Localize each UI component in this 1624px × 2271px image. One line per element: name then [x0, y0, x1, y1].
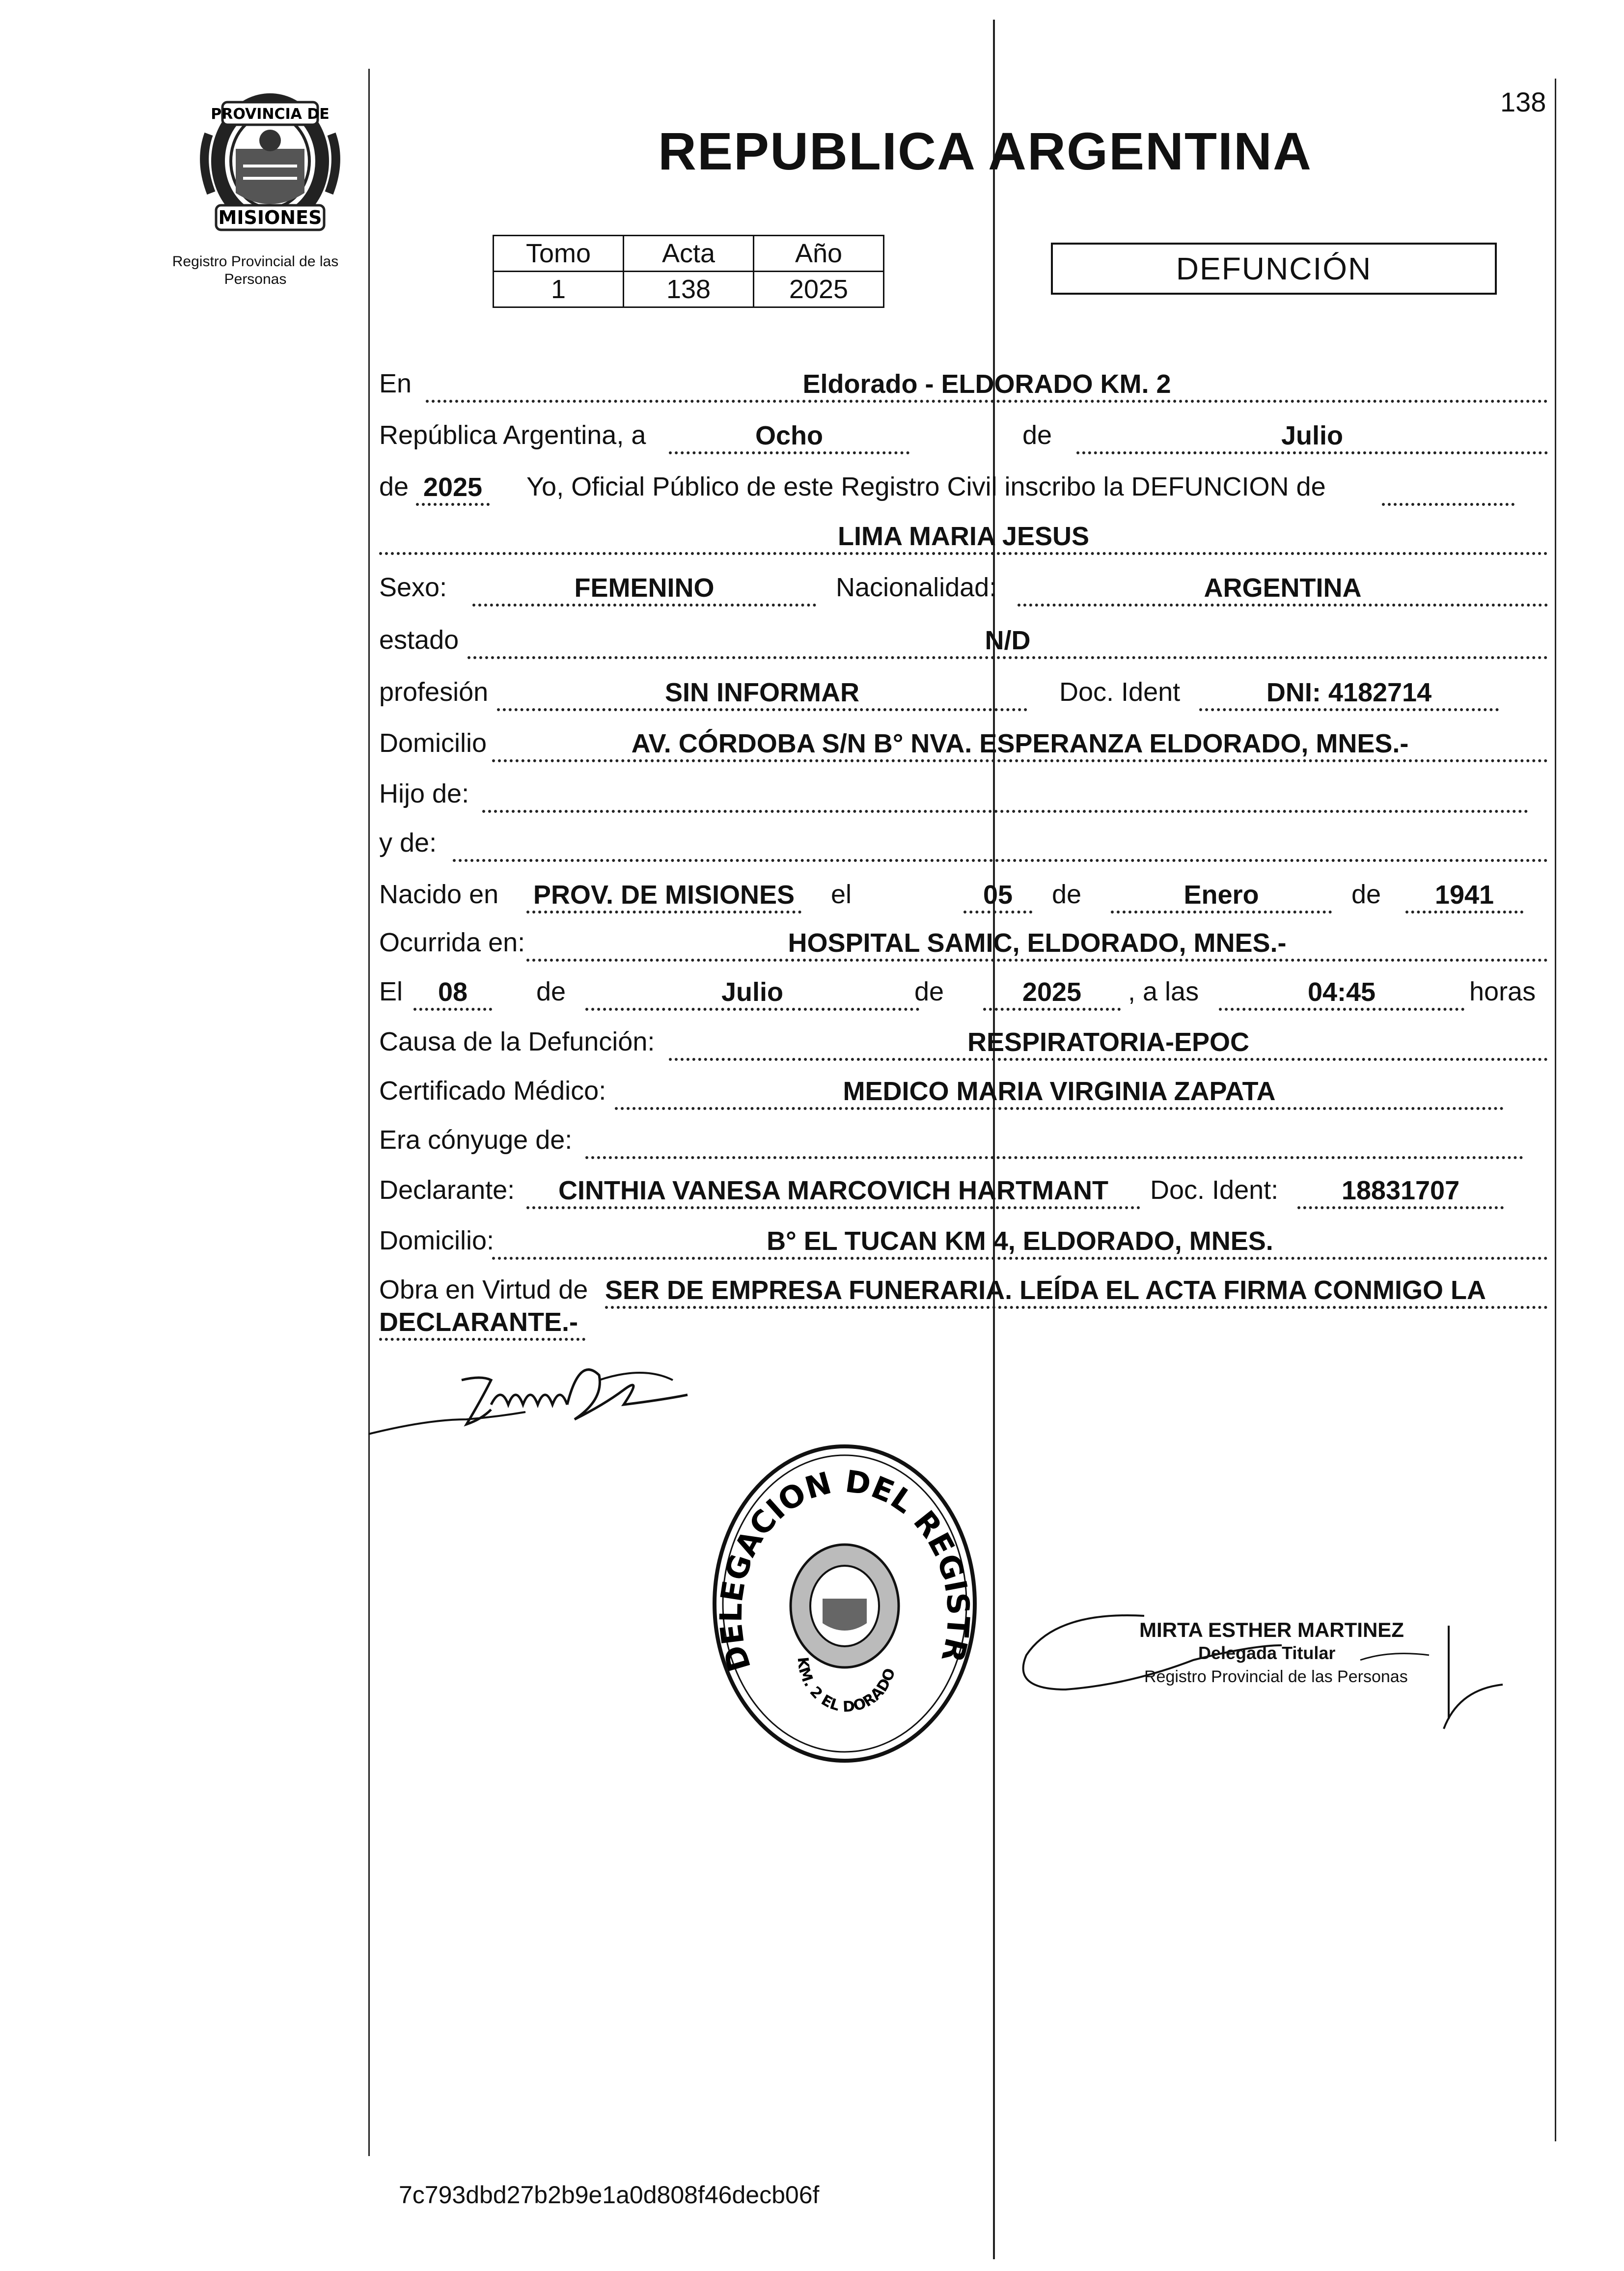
emblem-top-text: PROVINCIA DE	[211, 106, 330, 123]
republica-day: Ocho	[669, 421, 909, 454]
el2-label: El	[379, 977, 403, 1006]
certificado-label: Certificado Médico:	[379, 1076, 606, 1106]
seal-inner-text: KM. 2 EL DORADO	[794, 1656, 899, 1716]
domicilio-value: AV. CÓRDOBA S/N B° NVA. ESPERANZA ELDORADO, MNES.-	[492, 729, 1548, 762]
statement-text: Yo, Oficial Público de este Registro Civil inscribo la DEFUNCION de	[526, 472, 1326, 501]
nacido-value: PROV. DE MISIONES	[526, 880, 801, 914]
nacionalidad-label: Nacionalidad:	[836, 573, 997, 602]
row-profesion	[379, 667, 1548, 711]
row-republica	[379, 410, 1548, 454]
certificado-value: MEDICO MARIA VIRGINIA ZAPATA	[615, 1077, 1504, 1110]
declarante-value: CINTHIA VANESA MARCOVICH HARTMANT	[526, 1176, 1140, 1209]
sexo-value: FEMENINO	[472, 573, 816, 607]
declarante-label: Declarante:	[379, 1175, 515, 1205]
republica-de-label: de	[1022, 420, 1052, 450]
statement-continuation	[1382, 472, 1514, 506]
row-hijo	[379, 769, 1548, 813]
estado-value: N/D	[468, 626, 1548, 659]
province-emblem	[189, 87, 351, 235]
obra-value-2: DECLARANTE.-	[379, 1307, 585, 1341]
deceased-name: LIMA MARIA JESUS	[379, 522, 1548, 555]
conyuge-value	[585, 1126, 1523, 1159]
row-ocurrida	[379, 917, 1548, 962]
death-month: Julio	[585, 977, 919, 1011]
row-domicilio	[379, 718, 1548, 762]
row-domicilio-declarante	[379, 1216, 1548, 1260]
yde-label: y de:	[379, 828, 437, 858]
republica-month: Julio	[1076, 421, 1548, 454]
dom2-label: Domicilio:	[379, 1226, 495, 1255]
en-value: Eldorado - ELDORADO KM. 2	[426, 369, 1548, 403]
death-de1-label: de	[536, 977, 566, 1006]
year-prefix: de	[379, 472, 409, 501]
en-label: En	[379, 369, 412, 398]
yde-value	[453, 829, 1548, 862]
declarante-doc-label: Doc. Ident:	[1150, 1175, 1279, 1205]
domicilio-label: Domicilio	[379, 728, 487, 758]
republica-label: República Argentina, a	[379, 420, 646, 450]
declarant-signature	[368, 1346, 722, 1464]
causa-label: Causa de la Defunción:	[379, 1027, 655, 1056]
tomo-header: Tomo	[494, 236, 624, 272]
right-margin-line	[1555, 79, 1556, 2141]
doc-label: Doc. Ident	[1059, 677, 1181, 707]
acta-value: 138	[624, 272, 754, 307]
ano-value: 2025	[754, 272, 884, 307]
official-office: Registro Provincial de las Personas	[1144, 1667, 1408, 1686]
ocurrida-label: Ocurrida en:	[379, 928, 525, 957]
hijo-value	[482, 779, 1528, 813]
page-number: 138	[1500, 86, 1546, 117]
left-margin-line	[368, 69, 370, 2156]
death-day: 08	[413, 977, 492, 1011]
year-value: 2025	[416, 472, 490, 506]
row-fecha-defuncion	[379, 967, 1548, 1011]
hijo-label: Hijo de:	[379, 779, 469, 808]
dom2-value: B° EL TUCAN KM 4, ELDORADO, MNES.	[492, 1226, 1548, 1260]
obra-value-1: SER DE EMPRESA FUNERARIA. LEÍDA EL ACTA FIRMA CONMIGO LA	[605, 1275, 1548, 1309]
page-title: REPUBLICA ARGENTINA	[658, 121, 1312, 181]
profesion-label: profesión	[379, 677, 489, 707]
ano-header: Año	[754, 236, 884, 272]
nacido-month: Enero	[1111, 880, 1332, 914]
nacido-el-label: el	[831, 880, 852, 909]
nacido-de2-label: de	[1351, 880, 1381, 909]
doc-value: DNI: 4182714	[1199, 678, 1499, 711]
seal-text: DELEGACION DEL REGISTR	[713, 1463, 977, 1676]
document-hash: 7c793dbd27b2b9e1a0d808f46decb06f	[399, 2181, 820, 2209]
nacido-label: Nacido en	[379, 880, 499, 909]
row-en	[379, 359, 1548, 403]
conyuge-label: Era cónyuge de:	[379, 1125, 573, 1155]
official-role: Delegada Titular	[1198, 1643, 1336, 1663]
row-certificado	[379, 1066, 1548, 1110]
row-nacido	[379, 869, 1548, 914]
row-declarante	[379, 1165, 1548, 1209]
ocurrida-value: HOSPITAL SAMIC, ELDORADO, MNES.-	[526, 928, 1548, 962]
tomo-value: 1	[494, 272, 624, 307]
alas-label: , a las	[1128, 977, 1199, 1006]
sexo-label: Sexo:	[379, 573, 447, 602]
death-year: 2025	[983, 977, 1121, 1011]
horas-label: horas	[1469, 977, 1536, 1006]
estado-label: estado	[379, 625, 459, 655]
nacido-de1-label: de	[1052, 880, 1082, 909]
nacido-year: 1941	[1405, 880, 1523, 914]
act-type-box: DEFUNCIÓN	[1051, 243, 1497, 295]
acta-header: Acta	[624, 236, 754, 272]
death-de2-label: de	[914, 977, 944, 1006]
act-reference-table	[493, 235, 884, 308]
official-name: MIRTA ESTHER MARTINEZ	[1139, 1618, 1404, 1641]
row-causa	[379, 1017, 1548, 1061]
row-sexo	[379, 562, 1548, 607]
row-estado	[379, 615, 1548, 659]
row-conyuge	[379, 1115, 1548, 1159]
obra-label: Obra en Virtud de	[379, 1275, 588, 1304]
emblem-bottom-text: MISIONES	[218, 207, 322, 228]
registry-name: Registro Provincial de las Personas	[172, 253, 339, 287]
profesion-value: SIN INFORMAR	[497, 678, 1027, 711]
row-yde	[379, 818, 1548, 862]
registry-seal	[705, 1437, 985, 1771]
declarante-doc-value: 18831707	[1297, 1176, 1504, 1209]
causa-value: RESPIRATORIA-EPOC	[669, 1027, 1548, 1061]
row-obra-2	[379, 1297, 1548, 1341]
row-deceased	[379, 511, 1548, 555]
death-time: 04:45	[1219, 977, 1464, 1011]
row-statement	[379, 462, 1548, 506]
nacionalidad-value: ARGENTINA	[1018, 573, 1548, 607]
nacido-day: 05	[963, 880, 1032, 914]
